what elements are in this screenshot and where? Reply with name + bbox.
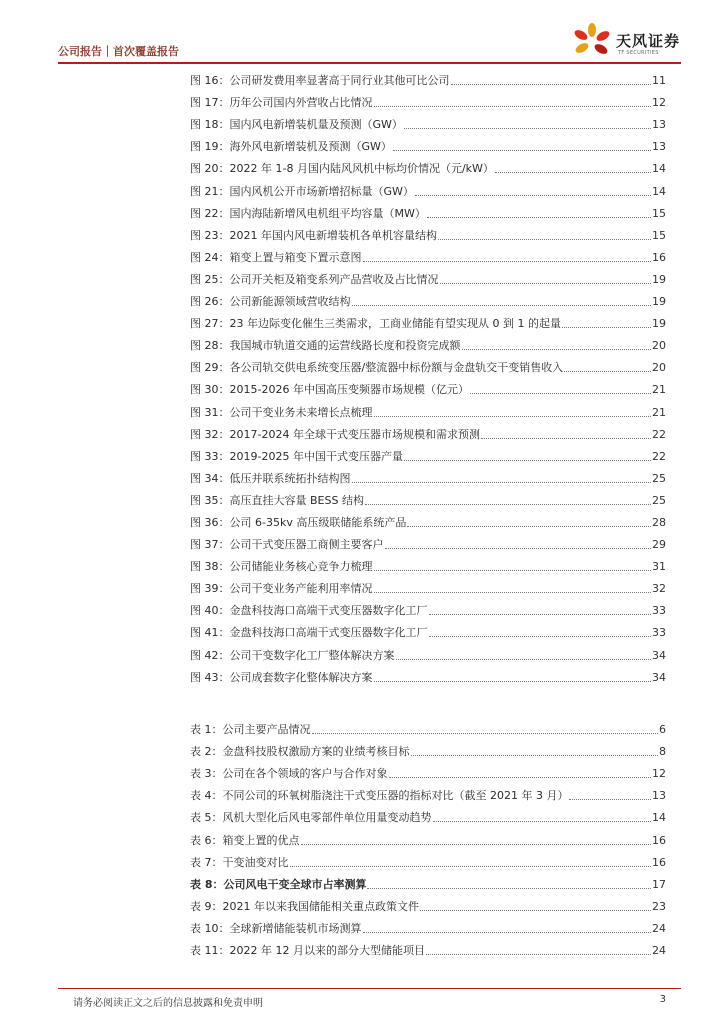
dot-leader [365, 504, 651, 505]
footer-disclaimer: 请务必阅读正文之后的信息披露和免责申明 [73, 998, 263, 1009]
figure-toc-entry-page: 21 [652, 405, 666, 419]
table-toc-entry-page: 24 [652, 944, 666, 958]
table-toc-entry-title: 表 10：全球新增储能装机市场测算 [190, 921, 362, 935]
figure-toc-entry[interactable] [190, 420, 666, 442]
figure-toc-entry-page: 19 [652, 272, 666, 286]
dot-leader [374, 681, 652, 682]
dot-leader [374, 592, 652, 593]
table-toc-entry-title: 表 6：箱变上置的优点 [190, 833, 300, 847]
figure-toc-entry-page: 13 [652, 140, 666, 154]
figure-toc-entry-title: 图 42：公司干变数字化工厂整体解决方案 [190, 648, 395, 662]
figure-toc-entry-page: 21 [652, 383, 666, 397]
table-toc-entry[interactable] [190, 715, 666, 737]
figure-toc-entry-title: 图 21：国内风机公开市场新增招标量（GW） [190, 184, 414, 198]
figure-toc-entry-title: 图 41：金盘科技海口高端干式变压器数字化工厂 [190, 626, 428, 640]
footer-divider [58, 988, 681, 989]
table-toc-entry-title: 表 2：金盘科技股权激励方案的业绩考核目标 [190, 745, 410, 759]
figure-toc-entry-page: 22 [652, 449, 666, 463]
dot-leader [426, 954, 651, 955]
figure-toc-entry-title: 图 31：公司干变业务未来增长点梳理 [190, 405, 373, 419]
figure-toc-entry-title: 图 35：高压直挂大容量 BESS 结构 [190, 493, 364, 507]
dot-leader [290, 866, 652, 867]
table-toc-entry[interactable] [190, 803, 666, 825]
page-number: 3 [659, 994, 666, 1005]
flower-logo-icon [572, 22, 612, 62]
figure-toc-entry-page: 33 [652, 626, 666, 640]
figure-toc-entry-title: 图 37：公司干式变压器工商侧主要客户 [190, 538, 384, 552]
figure-toc-entry-title: 图 18：国内风电新增装机量及预测（GW） [190, 118, 403, 132]
figure-toc-entry[interactable] [190, 596, 666, 618]
figure-toc-entry-title: 图 16：公司研发费用率显著高于同行业其他可比公司 [190, 74, 450, 88]
dot-leader [481, 438, 651, 439]
figure-toc-entry-page: 29 [652, 538, 666, 552]
table-toc-entry-page: 14 [652, 811, 666, 825]
dot-leader [389, 777, 652, 778]
figure-toc-entry-title: 图 27：23 年边际变化催生三类需求，工商业储能有望实现从 0 到 1 的起量 [190, 317, 561, 331]
figure-toc-entry-title: 图 24：箱变上置与箱变下置示意图 [190, 250, 362, 264]
table-toc-list [190, 715, 666, 958]
table-toc-entry-title: 表 7：干变油变对比 [190, 855, 289, 869]
table-toc-entry[interactable] [190, 825, 666, 847]
figure-toc-entry-page: 15 [652, 206, 666, 220]
figure-toc-entry-page: 12 [652, 96, 666, 110]
dot-leader [427, 217, 651, 218]
figure-toc-entry[interactable] [190, 221, 666, 243]
brand-subtitle: TF SECURITIES [618, 50, 659, 56]
figure-toc-entry-title: 图 36：公司 6-35kv 高压级联储能系统产品 [190, 515, 407, 529]
figure-toc-entry-page: 31 [652, 560, 666, 574]
figure-toc-entry-page: 22 [652, 427, 666, 441]
figure-toc-entry[interactable] [190, 176, 666, 198]
dot-leader [374, 106, 652, 107]
table-toc-entry[interactable] [190, 914, 666, 936]
dot-leader [440, 283, 652, 284]
table-toc-entry[interactable] [190, 759, 666, 781]
dot-leader [411, 755, 659, 756]
dot-leader [404, 460, 651, 461]
figure-toc-entry-title: 图 17：历年公司国内外营收占比情况 [190, 96, 373, 110]
figure-toc-entry-page: 16 [652, 250, 666, 264]
figure-toc-entry-page: 20 [652, 361, 666, 375]
figure-toc-entry[interactable] [190, 397, 666, 419]
figure-toc-entry[interactable] [190, 508, 666, 530]
figure-toc-entry-page: 13 [652, 118, 666, 132]
figure-toc-entry-page: 28 [652, 515, 666, 529]
figure-toc-entry[interactable] [190, 640, 666, 662]
figure-toc-entry-page: 11 [652, 74, 666, 88]
figure-toc-entry[interactable] [190, 199, 666, 221]
header-divider [58, 62, 681, 64]
figure-toc-entry-page: 33 [652, 604, 666, 618]
dot-leader [374, 416, 652, 417]
figure-toc-entry-page: 32 [652, 582, 666, 596]
figure-toc-entry-title: 图 34：低压并联系统拓扑结构图 [190, 471, 351, 485]
dot-leader [562, 327, 651, 328]
dot-leader [393, 150, 651, 151]
table-toc-entry-page: 12 [652, 767, 666, 781]
table-toc-entry-title: 表 4：不同公司的环氧树脂浇注干式变压器的指标对比（截至 2021 年 3 月） [190, 789, 569, 803]
dot-leader [433, 821, 652, 822]
figure-toc-entry[interactable] [190, 88, 666, 110]
table-toc-entry-title: 表 5：风机大型化后风电零部件单位用量变动趋势 [190, 811, 432, 825]
figure-toc-entry[interactable] [190, 574, 666, 596]
figure-toc-entry[interactable] [190, 331, 666, 353]
table-toc-entry-title: 表 9：2021 年以来我国储能相关重点政策文件 [190, 899, 419, 913]
figure-toc-entry-page: 19 [652, 295, 666, 309]
table-toc-entry-page: 17 [652, 877, 666, 891]
dot-leader [312, 733, 659, 734]
brand-logo [572, 22, 682, 62]
figure-toc-entry-page: 15 [652, 228, 666, 242]
figure-toc-entry-page: 25 [652, 493, 666, 507]
figure-toc-entry-page: 14 [652, 162, 666, 176]
figure-toc-entry-title: 图 39：公司干变业务产能利用率情况 [190, 582, 373, 596]
dot-leader [495, 172, 651, 173]
figure-toc-entry-title: 图 28：我国城市轨道交通的运营线路长度和投资完成额 [190, 339, 461, 353]
figure-toc-entry-page: 25 [652, 471, 666, 485]
table-toc-entry[interactable] [190, 781, 666, 803]
figure-toc-entry[interactable] [190, 486, 666, 508]
table-toc-entry-page: 16 [652, 833, 666, 847]
figure-toc-entry-title: 图 23：2021 年国内风电新增装机各单机容量结构 [190, 228, 437, 242]
figure-toc-entry[interactable] [190, 132, 666, 154]
dot-leader [415, 195, 651, 196]
dot-leader [462, 349, 652, 350]
dot-leader [407, 526, 651, 527]
dot-leader [352, 305, 652, 306]
figure-toc-entry-page: 34 [652, 648, 666, 662]
table-toc-entry[interactable] [190, 737, 666, 759]
figure-toc-entry[interactable] [190, 552, 666, 574]
dot-leader [301, 844, 652, 845]
dot-leader [363, 932, 652, 933]
figure-toc-entry[interactable] [190, 110, 666, 132]
figure-toc-entry[interactable] [190, 243, 666, 265]
figure-toc-entry-title: 图 38：公司储能业务核心竞争力梳理 [190, 560, 373, 574]
table-toc-entry[interactable] [190, 870, 666, 892]
figure-toc-entry-title: 图 40：金盘科技海口高端干式变压器数字化工厂 [190, 604, 428, 618]
figure-toc-entry[interactable] [190, 66, 666, 88]
dot-leader [564, 371, 651, 372]
dot-leader [429, 636, 652, 637]
table-toc-entry[interactable] [190, 848, 666, 870]
figure-toc-entry[interactable] [190, 154, 666, 176]
brand-name: 天风证券 [616, 32, 681, 50]
dot-leader [385, 548, 652, 549]
dot-leader [404, 128, 651, 129]
figure-toc-entry[interactable] [190, 530, 666, 552]
table-toc-entry-page: 6 [659, 723, 666, 737]
figure-toc-entry-title: 图 30：2015-2026 年中国高压变频器市场规模（亿元） [190, 383, 469, 397]
figure-toc-entry-title: 图 20：2022 年 1-8 月国内陆风风机中标均价情况（元/kW） [190, 162, 494, 176]
table-toc-entry[interactable] [190, 936, 666, 958]
figure-toc-entry-page: 20 [652, 339, 666, 353]
figure-toc-entry-title: 图 32：2017-2024 年全球干式变压器市场规模和需求预测 [190, 427, 480, 441]
table-toc-entry[interactable] [190, 892, 666, 914]
dot-leader [438, 239, 651, 240]
figure-toc-entry-title: 图 22：国内海陆新增风电机组平均容量（MW） [190, 206, 426, 220]
table-toc-entry-page: 13 [652, 789, 666, 803]
figure-toc-entry-title: 图 33：2019-2025 年中国干式变压器产量 [190, 449, 403, 463]
figure-toc-entry-page: 34 [652, 670, 666, 684]
table-toc-entry-title: 表 3：公司在各个领域的客户与合作对象 [190, 767, 388, 781]
table-toc-entry-title: 表 11：2022 年 12 月以来的部分大型储能项目 [190, 944, 425, 958]
figure-toc-entry-title: 图 29：各公司轨交供电系统变压器/整流器中标份额与金盘轨交干变销售收入 [190, 361, 564, 375]
dot-leader [367, 888, 651, 889]
table-toc-entry-title: 表 1：公司主要产品情况 [190, 723, 311, 737]
dot-leader [429, 614, 652, 615]
figure-toc-list [190, 66, 666, 685]
figure-toc-entry[interactable] [190, 663, 666, 685]
figure-toc-entry[interactable] [190, 618, 666, 640]
table-toc-entry-page: 8 [659, 745, 666, 759]
figure-toc-entry-title: 图 26：公司新能源领域营收结构 [190, 295, 351, 309]
figure-toc-entry-page: 19 [652, 317, 666, 331]
dot-leader [396, 659, 652, 660]
figure-toc-entry[interactable] [190, 375, 666, 397]
table-toc-entry-page: 24 [652, 921, 666, 935]
table-toc-entry-title: 表 8：公司风电干变全球市占率测算 [190, 877, 367, 891]
figure-toc-entry-page: 14 [652, 184, 666, 198]
dot-leader [363, 261, 652, 262]
figure-toc-entry[interactable] [190, 353, 666, 375]
dot-leader [470, 393, 651, 394]
table-toc-entry-page: 16 [652, 855, 666, 869]
figure-toc-entry[interactable] [190, 442, 666, 464]
figure-toc-entry-title: 图 19：海外风电新增装机及预测（GW） [190, 140, 392, 154]
dot-leader [420, 910, 651, 911]
figure-toc-entry-title: 图 43：公司成套数字化整体解决方案 [190, 670, 373, 684]
figure-toc-entry[interactable] [190, 309, 666, 331]
dot-leader [569, 799, 651, 800]
dot-leader [451, 84, 652, 85]
dot-leader [352, 482, 652, 483]
report-type-label: 公司报告｜首次覆盖报告 [58, 45, 179, 58]
figure-toc-entry-title: 图 25：公司开关柜及箱变系列产品营收及占比情况 [190, 272, 439, 286]
table-toc-entry-page: 23 [652, 899, 666, 913]
dot-leader [374, 570, 652, 571]
figure-toc-entry[interactable] [190, 464, 666, 486]
figure-toc-entry[interactable] [190, 265, 666, 287]
figure-toc-entry[interactable] [190, 287, 666, 309]
